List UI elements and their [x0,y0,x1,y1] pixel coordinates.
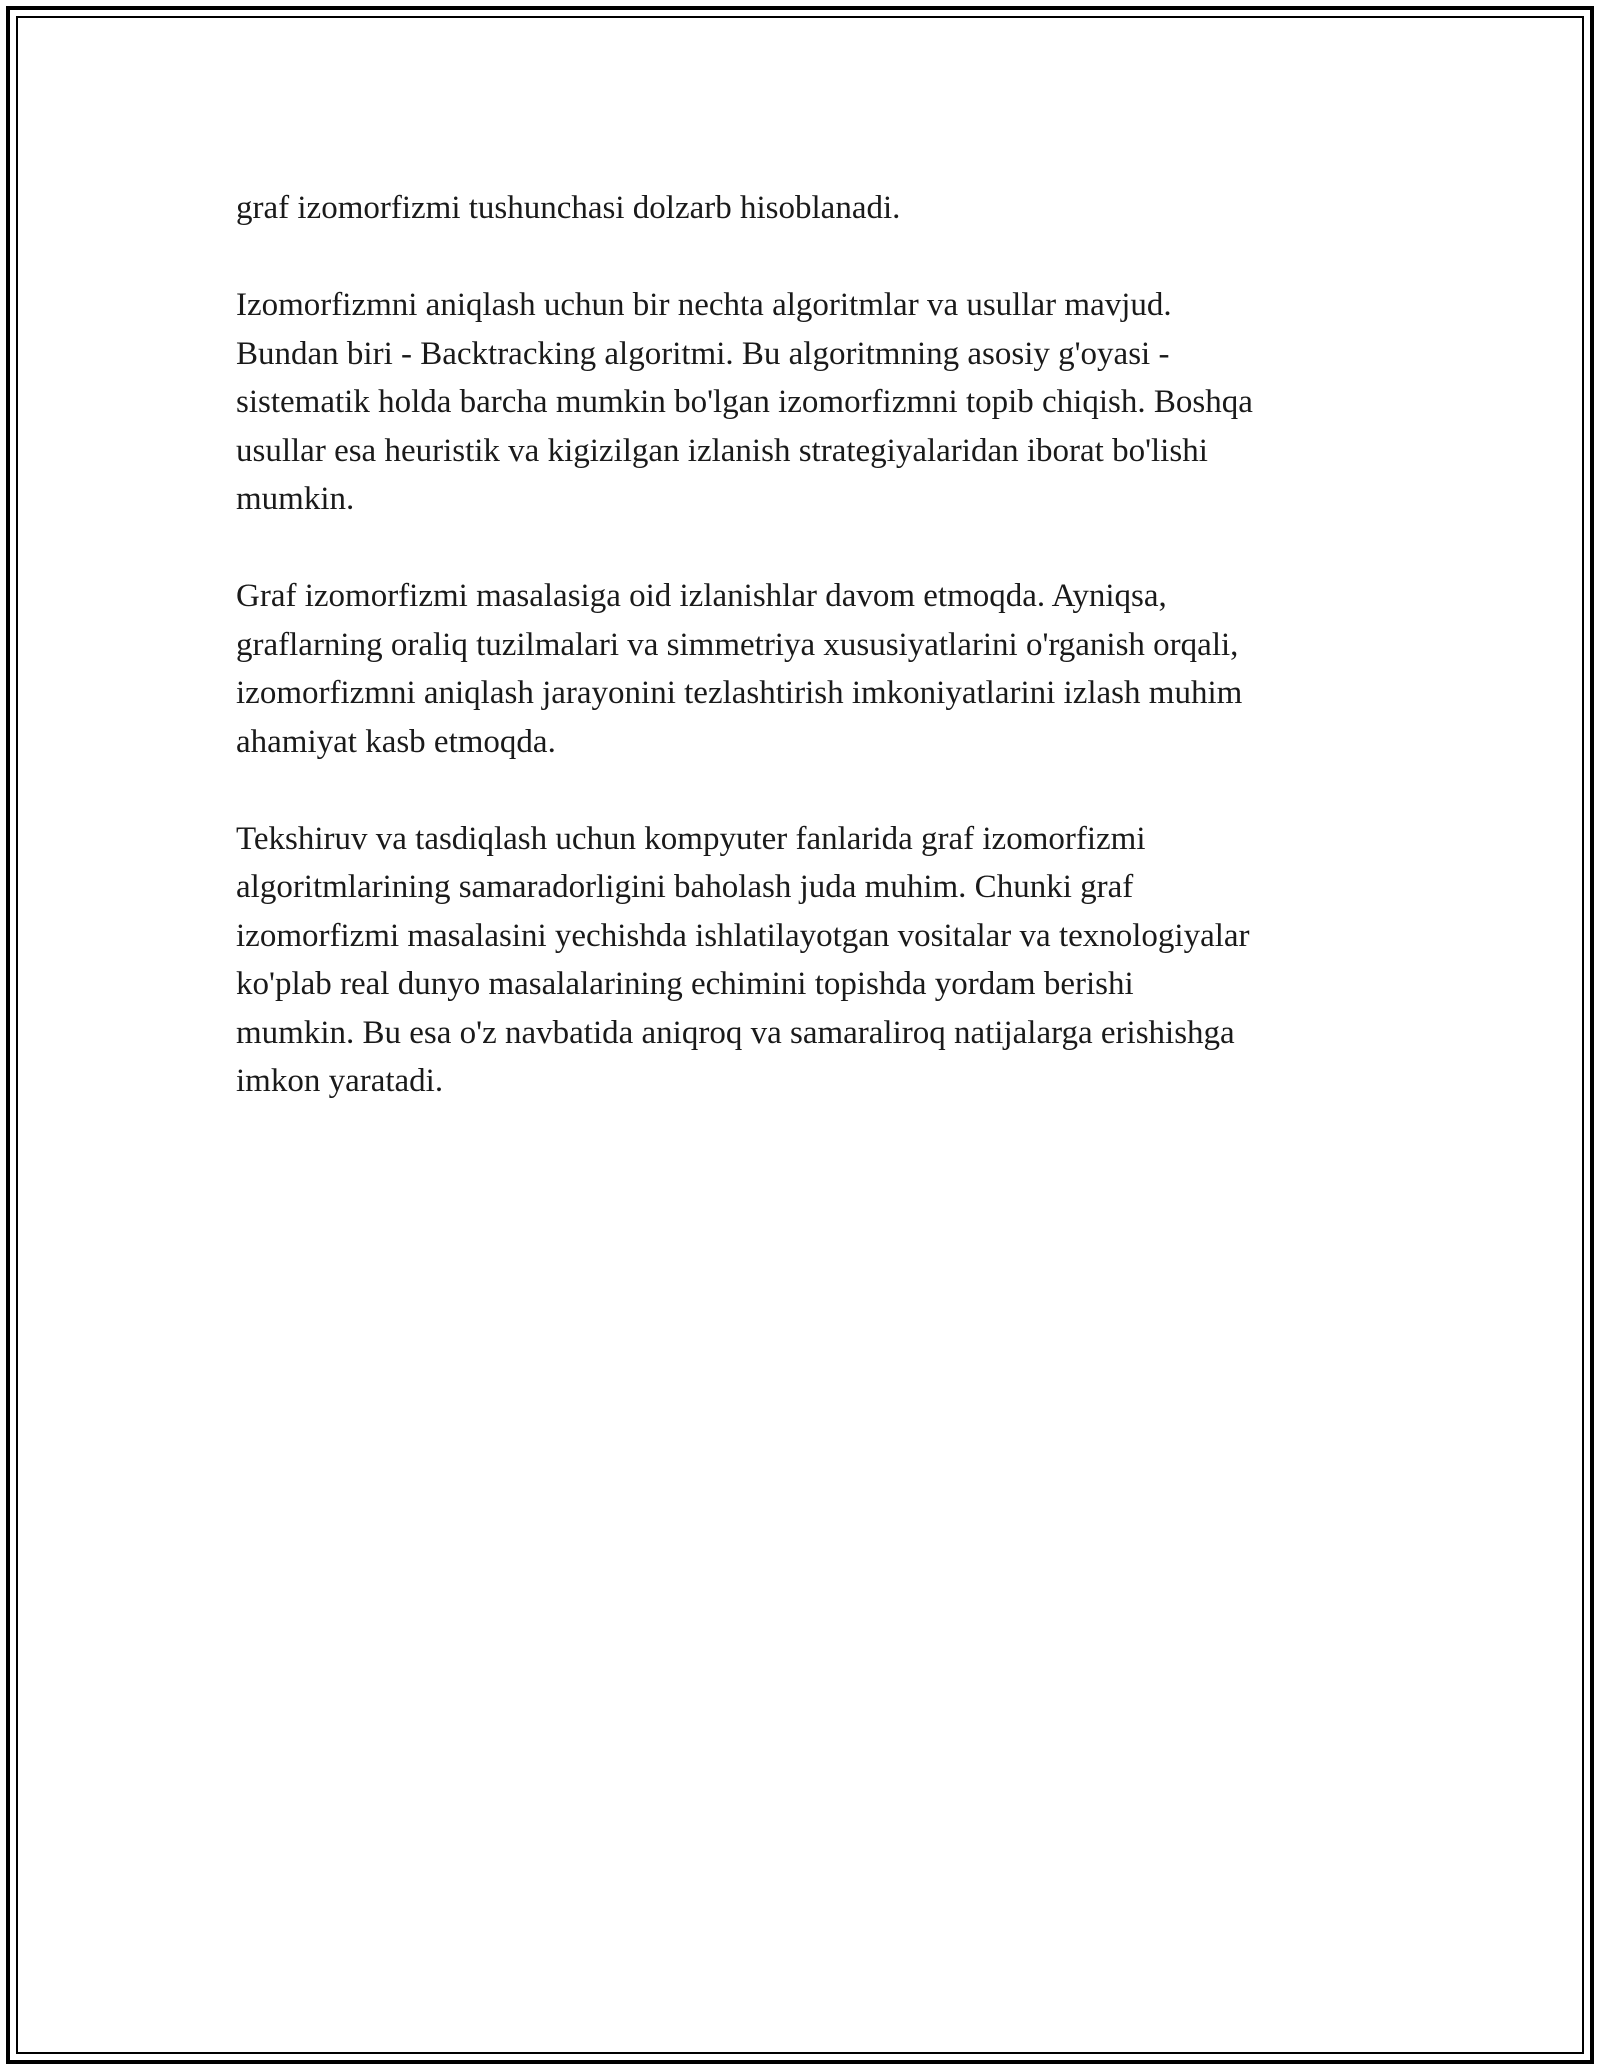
paragraph-1: graf izomorfizmi tushunchasi dolzarb hisoblanadi. [236,190,901,226]
paragraph-3: Graf izomorfizmi masalasiga oid izlanishlar davom etmoqda. Ayniqsa, graflarning oraliq tuzilmalari va simmetriya xususiyatlarini o'rganish orqali, izomorfizmni aniqlash jarayonini tezlashtirish imkoniyatlarini izlash muhim ahamiyat kasb etmoqda. [236,578,1243,760]
paragraph-4: Tekshiruv va tasdiqlash uchun kompyuter fanlarida graf izomorfizmi algoritmlarining samaradorligini baholash juda muhim. Chunki graf izomorfizmi masalasini yechishda ishlatilayotgan vositalar va texnologiyalar ko'plab real dunyo masalalarining echimini topishda yordam berishi mumkin. Bu esa o'z navbatida aniqroq va samaraliroq natijalarga erishishga imkon yaratadi. [236,820,1250,1099]
document-body [236,184,1396,1154]
paragraph-2: Izomorfizmni aniqlash uchun bir nechta algoritmlar va usullar mavjud. Bundan biri - Backtracking algoritmi. Bu algoritmning asosiy g'oyasi - sistematik holda barcha mumkin bo'lgan izomorfizmni topib chiqish. Boshqa usullar esa heuristik va kigizilgan izlanish strategiyalaridan iborat bo'lishi mumkin. [236,287,1253,517]
